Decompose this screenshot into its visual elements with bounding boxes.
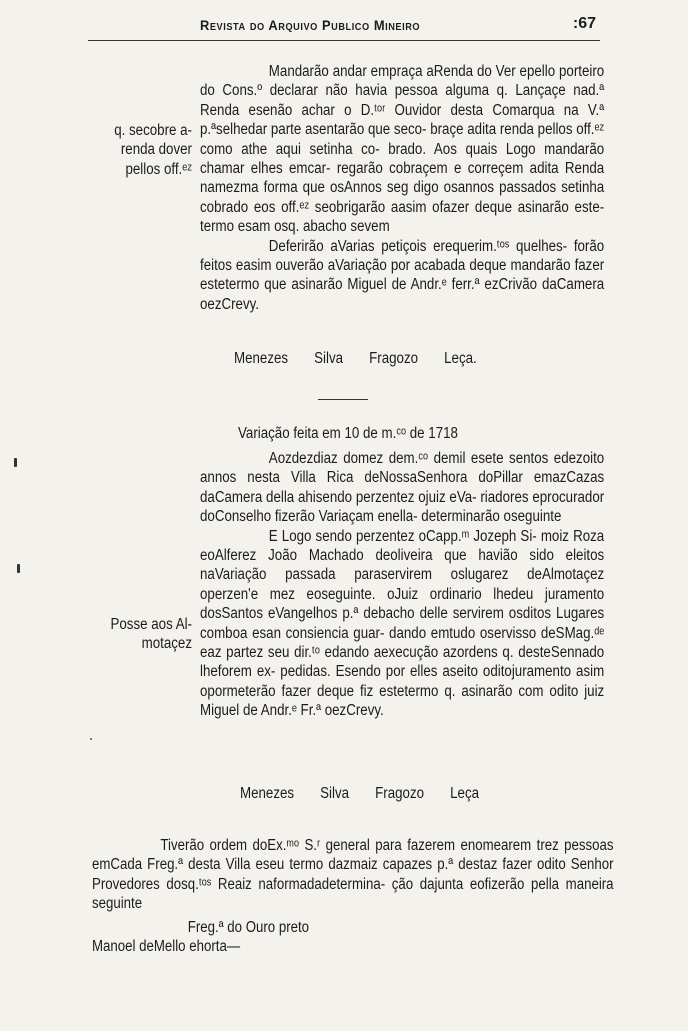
block1-margin-note: q. secobre a- renda dover pellos off.ᵉᶻ — [114, 122, 192, 178]
block2-paragraph1: Aozdezdiaz domez dem.ᶜᵒ demil esete sentos edezoito annos nesta Villa Rica deNossaSenhora doPillar emazCazas daCamera della ahisendo perzentez ojuiz eVa- riadores eprocurador doConselho fizerão Variaçam enella- determinarão oseguinte — [200, 450, 605, 526]
signature-2: Silva — [320, 785, 350, 802]
signature-1: Menezes — [234, 350, 289, 367]
block3-line2: Manoel deMello ehorta— — [92, 938, 241, 956]
block2-signatures — [240, 785, 501, 803]
running-header — [88, 14, 600, 41]
page-number: :67 — [572, 15, 596, 32]
block3-paragraph: Tiverão ordem doEx.ᵐᵒ S.ʳ general para fazerem enomearem trez pessoas emCada Freg.ª desta Villa eseu termo dazmaiz capazes p.ª destaz fazer odito Senhor Provedores dosq.ᵗᵒˢ Reaiz naformadadetermina- ção dajunta eofizerão pella maneira seguinte — [92, 837, 614, 913]
scan-mark — [14, 458, 17, 467]
block1-signatures — [234, 350, 499, 368]
block1-paragraph2: Deferirão aVarias petiçois erequerim.ᵗᵒˢ quelhes- forão feitos easim ouverão aVariação por acabada deque mandarão fazer estetermo que asinarão Miguel de Andr.ᵉ ferr.ª ezCrivão daCamera oezCrevy. — [200, 237, 605, 313]
block2-text — [200, 449, 604, 721]
block2-paragraph2: E Logo sendo perzentez oCapp.ᵐ Jozeph Si- moiz Roza eoAlferez João Machado deoliveira que havião sido eleitos naVariação passada paraservirem oslugarez deAlmotaçez operzen'e mez eoseguinte. oJuiz ordinario lhedeu juramento dosSantos eVangelhos p.ª debacho delle servirem osditos Lugares comboa esan consiencia guar- dando emtudo oservisso deSMag.ᵈᵉ eaz partez seu dir.ᵗᵒ edando aexecução azordens q. desteSennado lheforem ex- pedidas. Esendo por elles aseito oditojuramento asim opormeterão fazer deque fiz estetermo q. asinarão com odito juiz Miguel de Andr.ᵉ Fr.ª oezCrevy. — [200, 527, 605, 720]
block1-text — [200, 62, 604, 314]
block3-line1: Freg.ª do Ouro preto — [187, 918, 310, 936]
scan-mark — [17, 564, 20, 573]
journal-title: Revista do Arquivo Publico Mineiro — [200, 17, 421, 33]
signature-1: Menezes — [240, 785, 295, 802]
block1-paragraph1: Mandarão andar empraça aRenda do Ver epello porteiro do Cons.º declarar não havia pessoa alguma q. Lançaçe nad.ª Renda esenão achar o D.ᵗᵒʳ Ouvidor desta Comarqua na V.ª p.ªselhedar parte asentarão que seco- braçe adita renda pellos off.ᵉᶻ como athe aqui setinha co- brado. Aos quais Logo mandarão chamar elhes emcar- regarão cobraçem e correçem adita Renda namezma forma que osAnnos seg digo osannos passados setinha cobrado eos off.ᵉᶻ seobrigarão aasim ofazer deque asinarão este- termo esam osq. abacho sevem — [200, 63, 605, 236]
section-title: Variação feita em 10 de m.ᶜᵒ de 1718 — [238, 425, 458, 442]
block2-margin-note: Posse aos Al- motaçez — [110, 616, 192, 653]
signature-4: Leça — [450, 785, 480, 802]
signature-3: Fragozo — [369, 350, 419, 367]
signature-4: Leça. — [444, 350, 477, 367]
signature-3: Fragozo — [375, 785, 425, 802]
section-divider — [318, 399, 368, 400]
signature-2: Silva — [314, 350, 344, 367]
scan-speck — [90, 738, 92, 740]
block3-text — [92, 836, 614, 956]
